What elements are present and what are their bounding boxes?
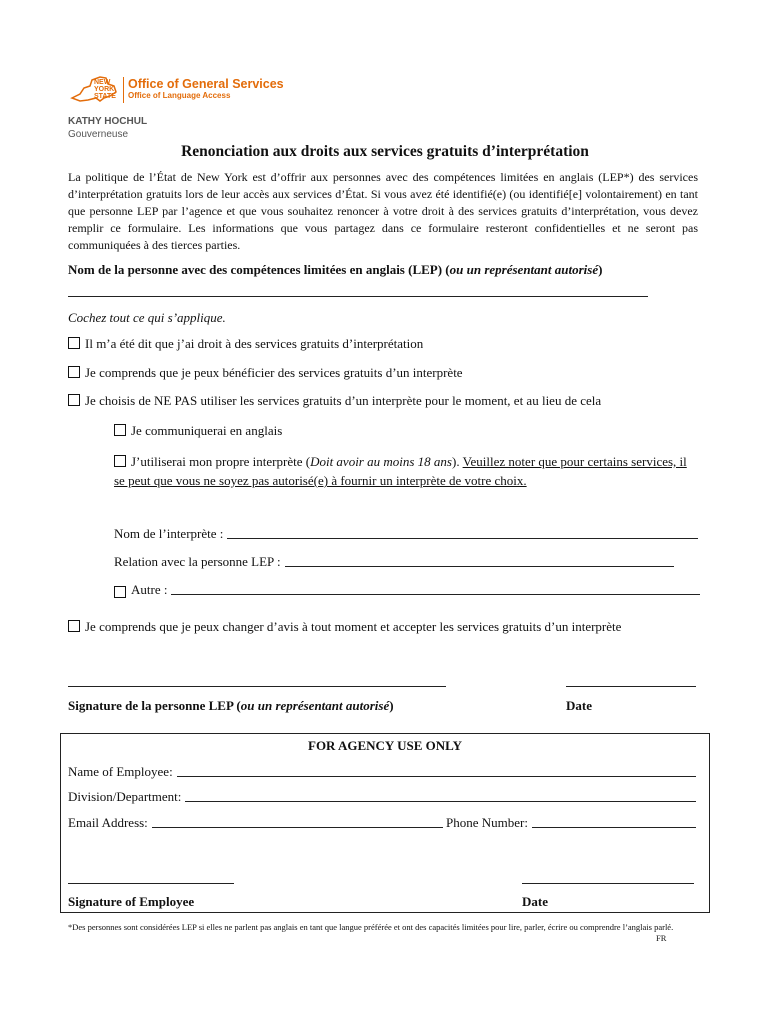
own-interpreter-age-note: Doit avoir au moins 18 ans: [310, 454, 452, 469]
lep-name-field[interactable]: [68, 296, 648, 297]
checkbox[interactable]: [114, 455, 126, 467]
logo: [70, 74, 284, 106]
relation-label: Relation avec la personne LEP :: [114, 554, 281, 569]
phone-label: Phone Number:: [446, 815, 528, 830]
own-interpreter-warning: Veuillez noter que pour certains services, il se peut que vous ne soyez pas autorisé(e) à fournir un interprète de votre choix.: [114, 454, 687, 488]
email-row: [68, 815, 443, 831]
check-all-instruction: Cochez tout ce qui s’applique.: [68, 310, 226, 325]
employee-signature-label: Signature of Employee: [68, 894, 195, 909]
option-understand-free[interactable]: [68, 365, 463, 381]
relation-row: [114, 554, 674, 570]
other-field[interactable]: [171, 593, 700, 595]
checkbox[interactable]: [68, 620, 80, 632]
lep-date-field[interactable]: [566, 686, 696, 687]
lep-signature-field[interactable]: [68, 686, 446, 687]
option-change-mind[interactable]: [68, 618, 668, 636]
own-interpreter-text: J’utiliserai mon propre interprète (: [131, 454, 311, 469]
lep-signature-label-text: Signature de la personne LEP (: [68, 698, 241, 713]
option-told-right-label: Il m’a été dit que j’ai droit à des services gratuits d’interprétation: [85, 336, 424, 351]
form-language-code: FR: [656, 933, 667, 943]
agency-use-box: [60, 733, 710, 913]
email-field[interactable]: [152, 826, 443, 828]
interpreter-name-label: Nom de l’interprète :: [114, 526, 224, 541]
lep-date-label: Date: [566, 698, 592, 713]
page-title: Renonciation aux droits aux services gratuits d’interprétation: [181, 143, 589, 160]
option-change-mind-label: Je comprends que je peux changer d’avis à tout moment et accepter les services gratuits d’un interprète: [85, 619, 622, 634]
option-own-interpreter[interactable]: [114, 452, 694, 490]
other-label: Autre :: [131, 582, 168, 597]
option-told-right[interactable]: [68, 336, 423, 352]
employee-date-label: Date: [522, 894, 548, 909]
option-understand-free-label: Je comprends que je peux bénéficier des services gratuits d’un interprète: [85, 365, 463, 380]
lep-name-label: [68, 262, 602, 278]
footnote: *Des personnes sont considérées LEP si elles ne parlent pas anglais en tant que langue préférée et ont des capacités limitées pour lire, parler, écrire ou comprendre l’anglais parlé.: [68, 922, 674, 932]
lep-name-label-italic: ou un représentant autorisé: [449, 262, 599, 277]
employee-signature-field[interactable]: [68, 883, 234, 884]
lep-signature-label: [68, 698, 394, 714]
governor-title: Gouverneuse: [68, 129, 129, 140]
governor-name: KATHY HOCHUL: [68, 116, 148, 127]
checkbox[interactable]: [68, 366, 80, 378]
lep-name-label-end: ): [598, 262, 603, 277]
phone-row: [446, 815, 696, 831]
logo-divider: [123, 77, 124, 103]
division-field[interactable]: [185, 800, 696, 802]
other-row[interactable]: [114, 582, 700, 598]
employee-name-field[interactable]: [177, 775, 696, 777]
employee-name-row: [68, 764, 696, 780]
checkbox[interactable]: [68, 337, 80, 349]
interpreter-name-row: [114, 526, 698, 542]
lep-name-label-text: Nom de la personne avec des compétences limitées en anglais (LEP) (: [68, 262, 450, 277]
interpreter-name-field[interactable]: [227, 537, 698, 539]
own-interpreter-text-end: ).: [451, 454, 463, 469]
office-name: Office of Language Access: [128, 91, 231, 100]
ny-state-text-2: YORK: [94, 86, 115, 93]
phone-field[interactable]: [532, 826, 696, 828]
checkbox[interactable]: [114, 586, 126, 598]
agency-box-title: FOR AGENCY USE ONLY: [308, 738, 462, 753]
option-decline-interpreter[interactable]: [68, 393, 601, 409]
agency-name: Office of General Services: [128, 77, 284, 91]
employee-name-label: Name of Employee:: [68, 764, 173, 779]
division-label: Division/Department:: [68, 789, 182, 804]
lep-signature-label-italic: ou un représentant autorisé: [240, 698, 390, 713]
ny-state-text-1: NEW: [94, 79, 111, 86]
checkbox[interactable]: [68, 394, 80, 406]
intro-paragraph: La politique de l’État de New York est d’offrir aux personnes avec des compétences limitées en anglais (LEP*) des services d’interprétation gratuits lors de leur accès aux services d’État. Si vous avez été identifié(e) (ou identifié[e] volontairement) en tant que personne LEP par l’agence et que vous souhaitez renoncer à votre droit à des services gratuits d’interprétation, vous devez remplir ce formulaire. Les informations que vous partagez dans ce formulaire resteront confidentielles et ne seront pas communiquées à des tierces parties.: [68, 170, 698, 252]
lep-signature-label-end: ): [389, 698, 394, 713]
email-label: Email Address:: [68, 815, 148, 830]
option-communicate-english-label: Je communiquerai en anglais: [131, 423, 283, 438]
ny-state-text-3: STATE: [94, 93, 116, 100]
division-row: [68, 789, 696, 805]
checkbox[interactable]: [114, 424, 126, 436]
option-decline-interpreter-label: Je choisis de NE PAS utiliser les services gratuits d’un interprète pour le moment, et au lieu de cela: [85, 393, 602, 408]
employee-date-field[interactable]: [522, 883, 694, 884]
relation-field[interactable]: [285, 565, 674, 567]
option-communicate-english[interactable]: [114, 423, 282, 439]
